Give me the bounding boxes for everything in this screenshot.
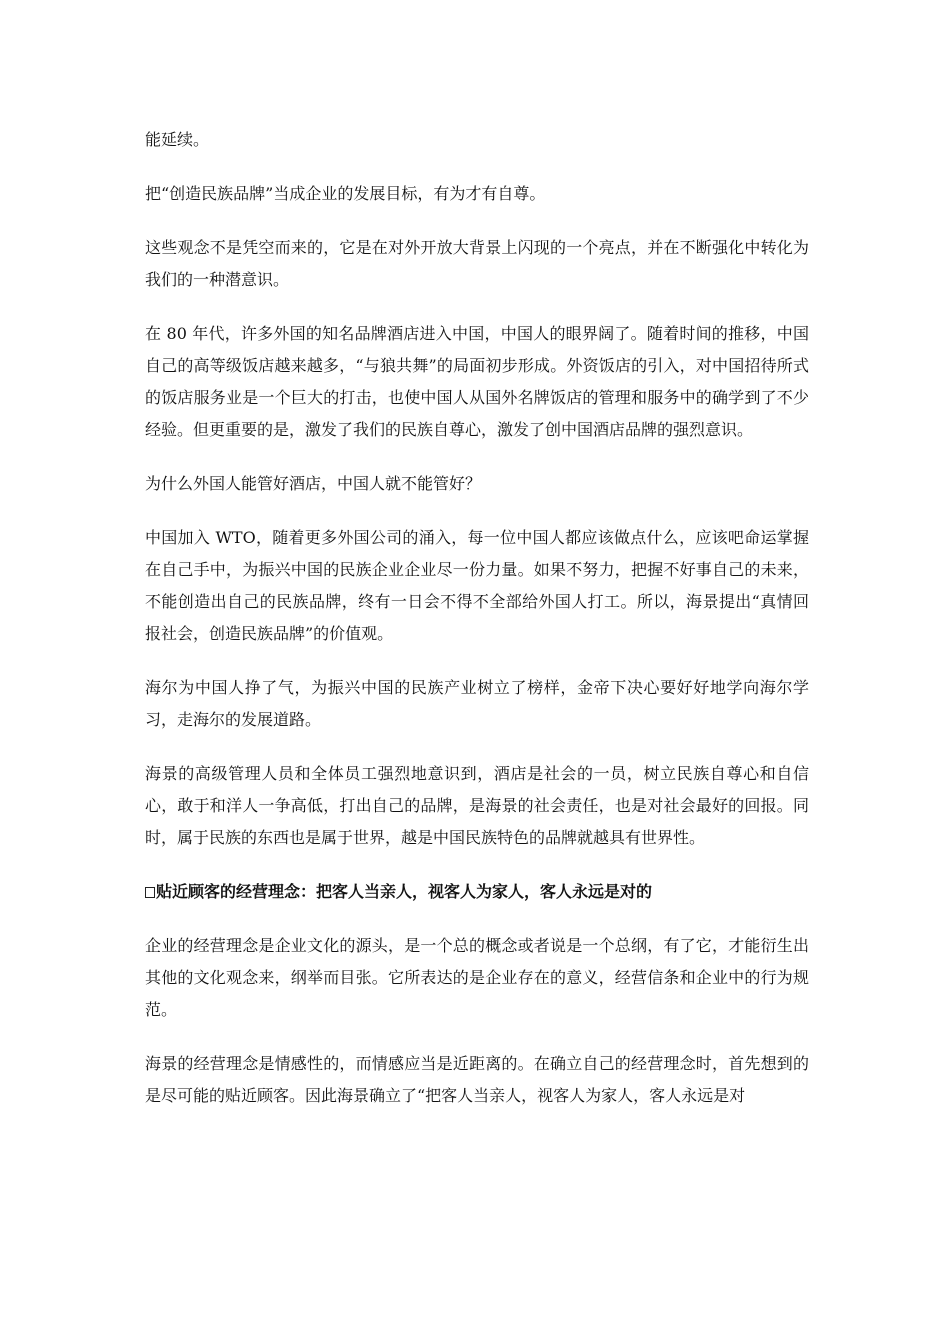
paragraph-4: 在 80 年代，许多外国的知名品牌酒店进入中国，中国人的眼界阔了。随着时间的推移，中国自己的高等级饭店越来越多，“与狼共舞”的局面初步形成。外资饭店的引入，对中国招待所式的饭店服务业是一个巨大的打击，也使中国人从国外名牌饭店的管理和服务中的确学到了不少经验。但更重要的是，激发了我们的民族自尊心，激发了创中国酒店品牌的强烈意识。	[145, 324, 809, 439]
paragraph-1: 能延续。	[145, 130, 210, 149]
section-heading-text: 贴近顾客的经营理念：把客人当亲人，视客人为家人，客人永远是对的	[156, 882, 653, 901]
checkbox-bullet-icon	[145, 887, 155, 898]
paragraph-3: 这些观念不是凭空而来的，它是在对外开放大背景上闪现的一个亮点，并在不断强化中转化为我们的一种潜意识。	[145, 238, 809, 289]
paragraph-6: 中国加入 WTO，随着更多外国公司的涌入，每一位中国人都应该做点什么，应该吧命运掌握在自己手中，为振兴中国的民族企业企业尽一份力量。如果不努力，把握不好事自己的未来，不能创造出自己的民族品牌，终有一日会不得不全部给外国人打工。所以，海景提出“真情回报社会，创造民族品牌”的价值观。	[145, 528, 809, 643]
paragraph-5: 为什么外国人能管好酒店，中国人就不能管好？	[145, 474, 482, 493]
paragraph-8: 海景的高级管理人员和全体员工强烈地意识到，酒店是社会的一员，树立民族自尊心和自信心，敢于和洋人一争高低，打出自己的品牌，是海景的社会责任，也是对社会最好的回报。同时，属于民族的东西也是属于世界，越是中国民族特色的品牌就越具有世界性。	[145, 764, 809, 847]
paragraph-10: 海景的经营理念是情感性的，而情感应当是近距离的。在确立自己的经营理念时，首先想到的是尽可能的贴近顾客。因此海景确立了“把客人当亲人，视客人为家人，客人永远是对	[145, 1054, 809, 1105]
paragraph-7: 海尔为中国人挣了气，为振兴中国的民族产业树立了榜样，金帝下决心要好好地学向海尔学习，走海尔的发展道路。	[145, 678, 809, 729]
paragraph-9: 企业的经营理念是企业文化的源头，是一个总的概念或者说是一个总纲，有了它，才能衍生出其他的文化观念来，纲举而目张。它所表达的是企业存在的意义，经营信条和企业中的行为规范。	[145, 936, 809, 1019]
section-heading	[145, 876, 809, 908]
document-page	[145, 124, 809, 1112]
paragraph-2: 把“创造民族品牌”当成企业的发展目标，有为才有自尊。	[145, 184, 546, 203]
